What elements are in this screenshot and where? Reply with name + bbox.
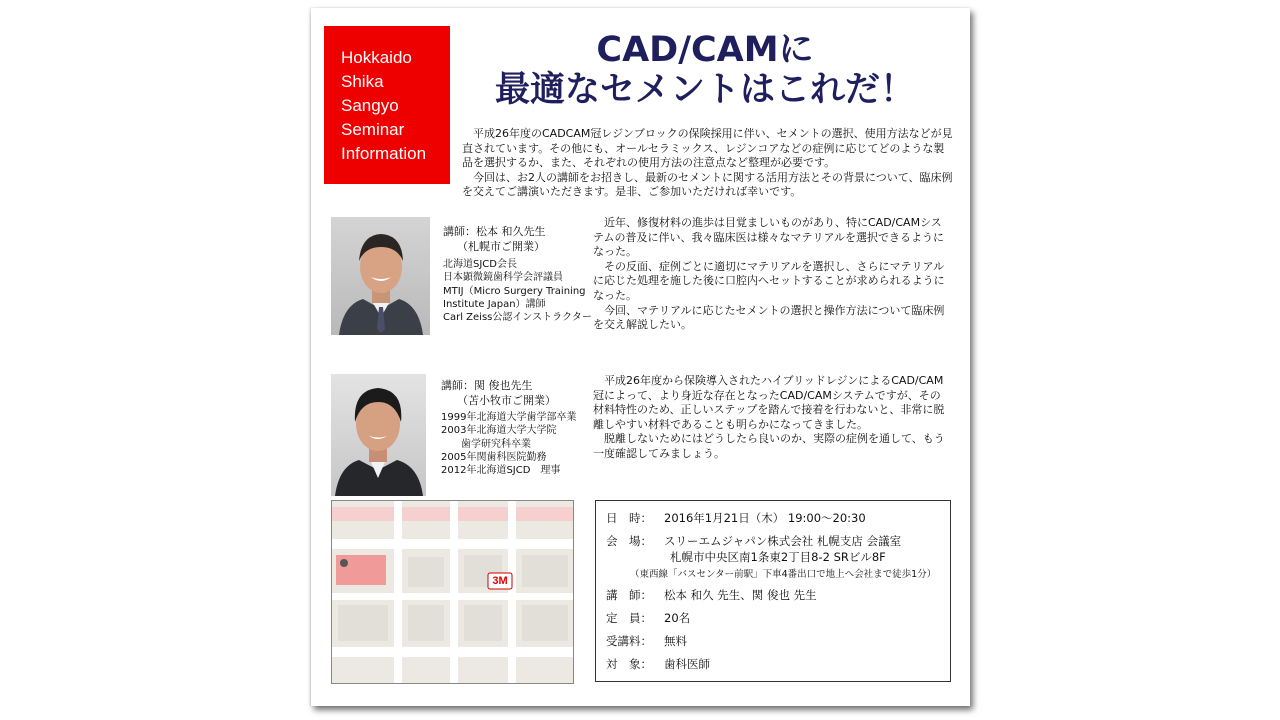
- speaker-1-desc-paragraph: その反面、症例ごとに適切にマテリアルを選択し、さらにマテリアルに応じた処理を施した後に口腔内へセットすることが求められるようになった。: [593, 259, 945, 302]
- speaker-1-affiliation: （札幌市ご開業）: [457, 240, 545, 253]
- speaker-2-info: [441, 378, 576, 477]
- fee-row: [606, 633, 687, 649]
- speaker-1-bio-line: Institute Japan）講師: [443, 298, 546, 310]
- lecturer-value: 松本 和久 先生、関 俊也 先生: [664, 588, 817, 602]
- speaker-1-bio-line: 北海道SJCD会長: [443, 259, 517, 270]
- date-value: 2016年1月21日（木） 19:00～20:30: [664, 511, 866, 525]
- speaker-2-desc-paragraph: 平成26年度から保険導入されたハイブリッドレジンによるCAD/CAM冠によって、より身近な存在となったCAD/CAMシステムですが、その材料特性のため、正しいステップを踏んで接着を行わないと、非常に脱離しやすい材料であることも明らかになってきました。: [593, 374, 945, 431]
- speaker-2-bio-line: 2005年関歯科医院勤務: [441, 451, 547, 463]
- venue-label: 会 場：: [606, 534, 652, 548]
- speaker-1-bio-line: 日本顕微鏡歯科学会評議員: [443, 272, 563, 284]
- capacity-label: 定 員：: [606, 611, 652, 625]
- speaker-1-name: 講師：松本 和久先生: [443, 225, 546, 238]
- speaker-2-affiliation: （苫小牧市ご開業）: [457, 394, 556, 407]
- venue-address: 札幌市中央区南1条東2丁目8-2 SRビル8F: [670, 550, 886, 564]
- map-graphic: [332, 501, 573, 683]
- speaker-2-bio-line: 歯学研究科卒業: [441, 438, 531, 450]
- seminar-badge: [324, 26, 450, 184]
- date-row: [606, 510, 866, 526]
- speaker-1-description: [593, 216, 945, 333]
- title-line-1: CAD/CAMに: [596, 30, 814, 70]
- badge-line: Information: [341, 144, 427, 163]
- capacity-value: 20名: [664, 611, 691, 625]
- event-details: [595, 500, 951, 682]
- speaker-1-desc-paragraph: 今回、マテリアルに応じたセメントの選択と操作方法について臨床例を交え解説したい。: [593, 303, 945, 332]
- speaker-1-bio-line: MTIJ（Micro Surgery Training: [443, 285, 586, 297]
- speaker-1-desc-paragraph: 近年、修復材料の進歩は目覚ましいものがあり、特にCAD/CAMシステムの普及に伴い、我々臨床医は様々なマテリアルを選択できるようになった。: [593, 216, 945, 259]
- venue-access: （東西線「バスセンター前駅」下車4番出口で地上へ会社まで徒歩1分）: [630, 569, 937, 580]
- date-label: 日 時：: [606, 511, 652, 525]
- speaker-2-desc-paragraph: 脱離しないためにはどうしたら良いのか、実際の症例を通して、もう一度確認してみましょう。: [593, 432, 945, 460]
- speaker-2-description: [593, 374, 945, 462]
- title-line-2: 最適なセメントはこれだ！: [494, 70, 915, 110]
- map-marker-label: 3M: [492, 575, 508, 587]
- venue-value: スリーエムジャパン株式会社 札幌支店 会議室: [664, 534, 902, 548]
- speaker-2-bio-line: 1999年北海道大学歯学部卒業: [441, 412, 577, 423]
- intro-paragraph: 今回は、お2人の講師をお招きし、最新のセメントに関する活用方法とその背景について、臨床例を交えてご講演いただきます。是非、ご参加いただければ幸いです。: [462, 170, 953, 198]
- speaker-1-info: [443, 224, 592, 324]
- speaker-2-bio-line: 2012年北海道SJCD 理事: [441, 465, 561, 477]
- target-row: [606, 656, 710, 672]
- speaker-2-bio-line: 2003年北海道大学大学院: [441, 425, 557, 437]
- target-label: 対 象：: [606, 657, 652, 671]
- speaker-1-bio-line: Carl Zeiss公認インストラクター: [443, 312, 592, 324]
- speaker-1-photo: [331, 217, 430, 335]
- fee-value: 無料: [664, 634, 687, 648]
- fee-label: 受講料：: [606, 634, 652, 648]
- badge-line: Sangyo: [341, 96, 399, 115]
- badge-line: Shika: [341, 72, 384, 91]
- speaker-2-name: 講師：関 俊也先生: [441, 379, 533, 392]
- badge-line: Hokkaido: [341, 48, 412, 67]
- speaker-2-photo: [331, 374, 426, 496]
- intro-paragraph: 平成26年度のCADCAM冠レジンブロックの保険採用に伴い、セメントの選択、使用方法などが見直されています。その他にも、オールセラミックス、レジンコアなどの症例に応じてどのような製品を選択するか、また、それぞれの使用方法の注意点など整理が必要です。: [462, 127, 953, 169]
- target-value: 歯科医師: [664, 657, 710, 671]
- flyer-title: [455, 30, 955, 110]
- intro-text: [462, 127, 954, 200]
- venue-row: [606, 533, 901, 549]
- badge-line: Seminar: [341, 120, 405, 139]
- capacity-row: [606, 610, 690, 626]
- lecturer-row: [606, 587, 817, 603]
- venue-map[interactable]: [331, 500, 574, 684]
- lecturer-label: 講 師：: [606, 588, 652, 602]
